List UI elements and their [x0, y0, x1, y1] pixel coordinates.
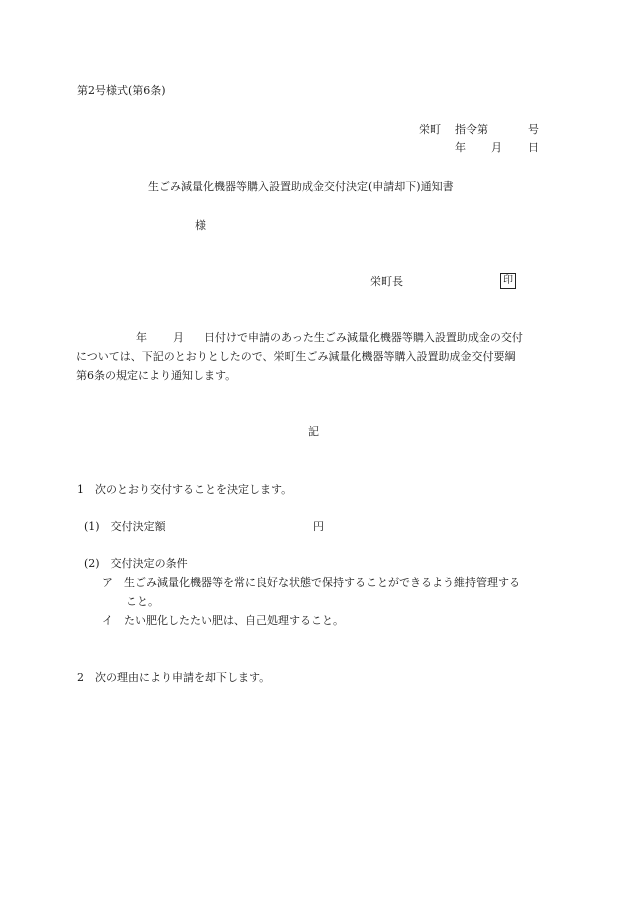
condition-a-line1: ア 生ごみ減量化機器等を常に良好な状態で保持することができるよう維持管理する — [102, 576, 520, 589]
form-label: 第2号様式(第6条) — [77, 84, 166, 97]
body-line-3: 第6条の規定により通知します。 — [76, 369, 237, 382]
body-line-2: については、下記のとおりとしたので、栄町生ごみ減量化機器等購入設置助成金交付要綱 — [76, 350, 516, 363]
body-year-label: 年 — [136, 331, 147, 344]
section2-heading: 2 次の理由により申請を却下します。 — [77, 671, 271, 684]
issue-day-label: 日 — [528, 141, 539, 154]
order-number-suffix: 号 — [528, 123, 539, 136]
body-month-label: 月 — [173, 331, 184, 344]
document-title: 生ごみ減量化機器等購入設置助成金交付決定(申請却下)通知書 — [148, 180, 454, 193]
seal-mark: 印 — [500, 273, 516, 289]
conditions-label: (2) 交付決定の条件 — [84, 557, 188, 570]
section1-heading: 1 次のとおり交付することを決定します。 — [77, 483, 293, 496]
condition-i: イ たい肥化したたい肥は、自己処理すること。 — [102, 614, 344, 627]
grant-amount-label: (1) 交付決定額 — [84, 520, 166, 533]
body-line-1-text: 日付けで申請のあった生ごみ減量化機器等購入設置助成金の交付 — [204, 331, 523, 344]
recipient-suffix: 様 — [195, 219, 206, 232]
body-paragraph — [76, 328, 556, 385]
sender-title: 栄町長 — [370, 275, 403, 288]
grant-amount-unit: 円 — [313, 520, 324, 533]
order-number-prefix: 指令第 — [455, 123, 488, 136]
ki-heading: 記 — [308, 425, 319, 438]
issue-month-label: 月 — [491, 141, 502, 154]
condition-a-line2: こと。 — [126, 595, 159, 608]
body-line-1 — [76, 328, 556, 347]
issue-year-label: 年 — [455, 141, 466, 154]
issuer-town: 栄町 — [419, 123, 441, 136]
